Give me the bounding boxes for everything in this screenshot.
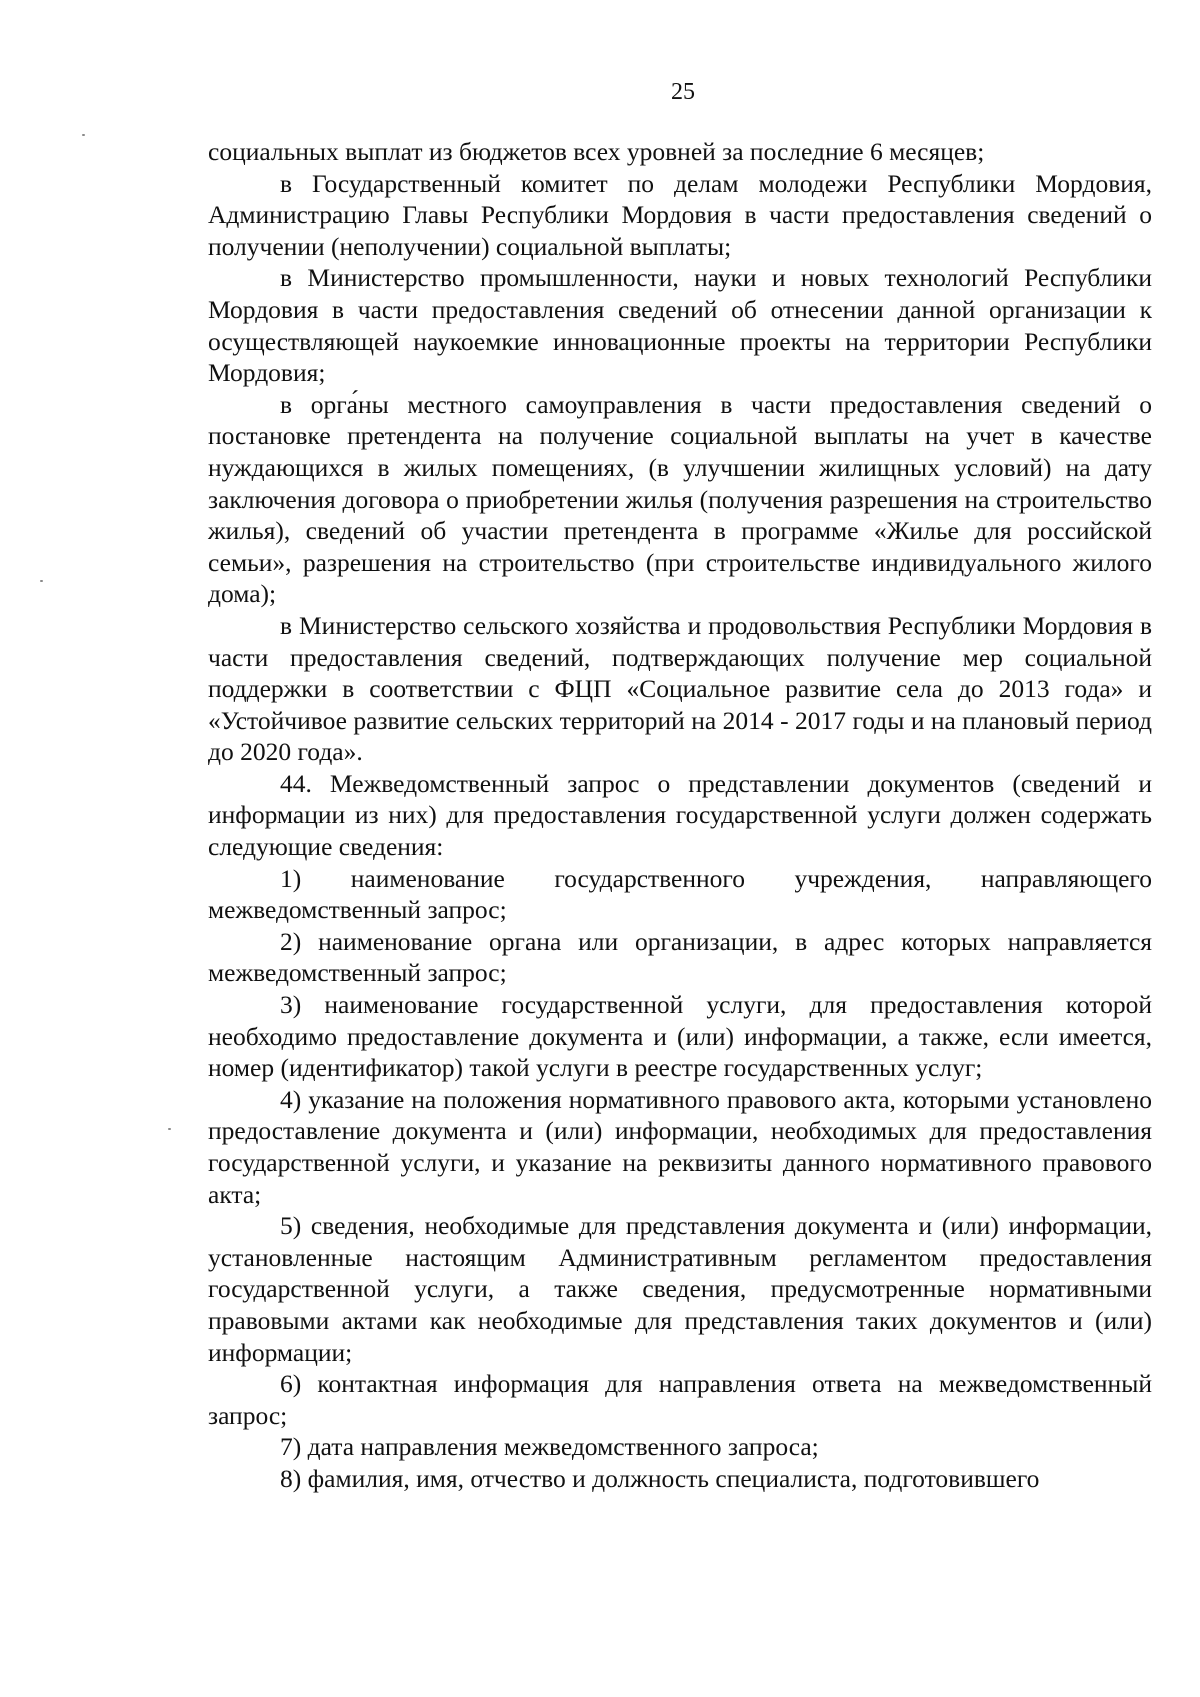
document-body [208, 136, 1152, 1495]
paragraph-section-44: 44. Межведомственный запрос о представлении документов (сведений и информации из них) для предоставления государственной услуги должен содержать следующие сведения: [208, 768, 1152, 862]
scan-artifact-dot [40, 580, 43, 582]
list-item-8: 8) фамилия, имя, отчество и должность специалиста, подготовившего [280, 1463, 1040, 1493]
list-item-7: 7) дата направления межведомственного запроса; [280, 1432, 819, 1462]
paragraph-local-government: в орга́ны местного самоуправления в части предоставления сведений о постановке претендента на получение социальной выплаты на учет в качестве нуждающихся в жилых помещениях, (в улучшении жилищных условий) на дату заключения договора о приобретении жилья (получения разрешения на строительство жилья), сведений об участии претендента в программе «Жилье для российской семьи», разрешения на строительство (при строительстве индивидуального жилого дома); [208, 389, 1152, 609]
paragraph-industry-ministry: в Министерство промышленности, науки и новых технологий Республики Мордовия в части предоставления сведений об отнесении данной организации к осуществляющей наукоемкие инновационные проекты на территории Республики Мордовия; [208, 263, 1152, 388]
page-number: 25 [671, 79, 695, 105]
paragraph-agriculture-ministry: в Министерство сельского хозяйства и продовольствия Республики Мордовия в части предоставления сведений, подтверждающих получение мер социальной поддержки в соответствии с ФЦП «Социальное развитие села до 2013 года» и «Устойчивое развитие сельских территорий на 2014 - 2017 годы и на плановый период до 2020 года». [208, 610, 1152, 767]
scan-artifact-dot [168, 1128, 171, 1130]
list-item-2: 2) наименование органа или организации, в адрес которых направляется межведомственный запрос; [208, 926, 1152, 988]
paragraph-youth-committee: в Государственный комитет по делам молодежи Республики Мордовия, Администрацию Главы Республики Мордовия в части предоставления сведений о получении (неполучении) социальной выплаты; [208, 168, 1152, 261]
paragraph-continuation: социальных выплат из бюджетов всех уровней за последние 6 месяцев; [208, 137, 985, 166]
list-item-5: 5) сведения, необходимые для представления документа и (или) информации, установленные настоящим Административным регламентом предоставления государственной услуги, а также сведения, предусмотренные нормативными правовыми актами как необходимые для представления таких документов и (или) информации; [208, 1211, 1152, 1367]
list-item-6: 6) контактная информация для направления ответа на межведомственный запрос; [208, 1369, 1152, 1430]
list-item-4: 4) указание на положения нормативного правового акта, которыми установлено предоставление документа и (или) информации, необходимых для предоставления государственной услуги, и указание на реквизиты данного нормативного правового акта; [208, 1084, 1152, 1209]
list-item-3: 3) наименование государственной услуги, для предоставления которой необходимо предоставление документа и (или) информации, а также, если имеется, номер (идентификатор) такой услуги в реестре государственных услуг; [208, 990, 1152, 1083]
scan-artifact-dot [82, 134, 85, 136]
list-item-1: 1) наименование государственного учреждения, направляющего межведомственный запрос; [208, 863, 1152, 925]
